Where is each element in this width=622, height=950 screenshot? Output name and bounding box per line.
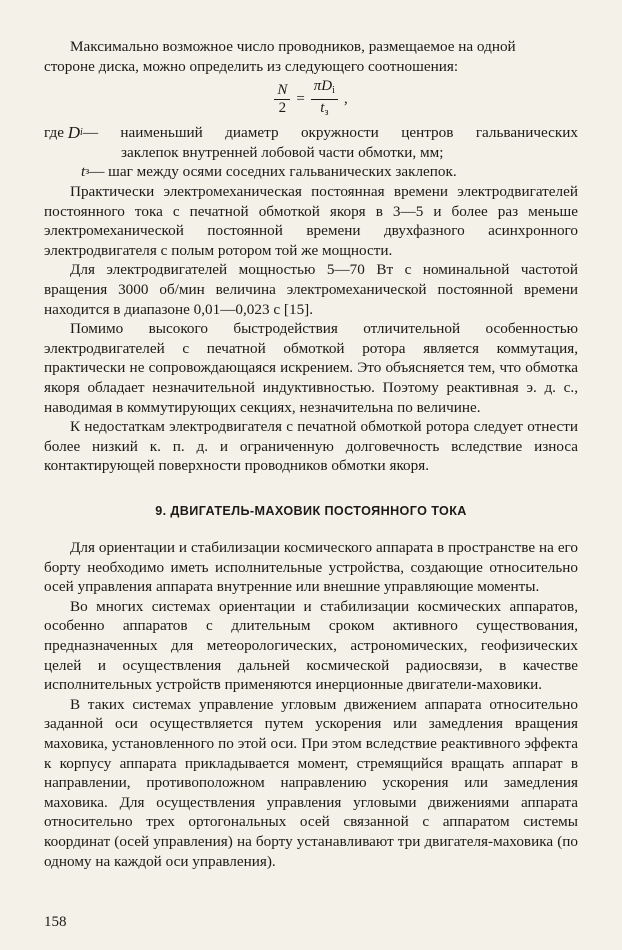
page-number: 158 (44, 914, 67, 930)
section-paragraph-3: В таких системах управление угловым движением аппарата относительно заданной оси осуществляется путем ускорения или замедления вращения маховика, установленного по этой оси. При этом вследствие реактивного эффекта к корпусу аппарата прикладывается момент, стремящийся вращать аппарат в направлении, противоположном направлению ускорения или замедления маховика. Для осуществления управления угловыми движениями аппарата относительно трех ортогональных осей связанной с аппаратом системы координат (осей управления) на борту устанавливают три двигателя-маховика (по одному на каждой оси управления). (44, 695, 578, 870)
formula-legend (44, 123, 578, 182)
formula-rhs: $\frac{\pi D_i}{t_з}$ (311, 78, 338, 121)
intro-text (44, 37, 578, 76)
legend-d-cont: заклепок внутренней лобовой части обмотки, мм; (121, 143, 444, 161)
section-paragraph-2: Во многих системах ориентации и стабилизации космических аппаратов, особенно аппаратов с длительным сроком активного существования, предназначенных для метеорологических, астрономических, геофизических целей и осуществления дальней космической радиосвязи, в качестве исполнительных устройств применяются инерционные двигатели-маховики. (44, 597, 578, 694)
paragraph-3: Помимо высокого быстродействия отличительной особенностью электродвигателей с печатной обмоткой ротора является коммутация, практически не сопровождающаяся искрением. Это объясняется тем, что обмотка якоря обладает незначительной индуктивностью. Поэтому реактивная э. д. с., наводимая в коммутирующих секциях, незначительна по величине. (44, 320, 578, 416)
formula-equals: = (296, 91, 305, 107)
formula: $\frac{N}{2}$ = $\frac{\pi D_i}{t_з}$ , (0, 78, 622, 121)
paragraph-2: Для электродвигателей мощностью 5—70 Вт с номинальной частотой вращения 3000 об/мин величина электромеханической постоянной времени находится в диапазоне 0,01—0,023 с [15]. (44, 261, 578, 318)
intro-line-1: Максимально возможное число проводников, размещаемое на одной (70, 38, 516, 55)
body-text-section (44, 538, 578, 871)
paragraph-4: К недостаткам электродвигателя с печатной обмоткой ротора следует отнести более низкий к. п. д. и ограниченную долговечность вследствие износа контактирующей поверхности проводников обмотки якоря. (44, 418, 578, 475)
formula-lhs: $\frac{N}{2}$ (274, 82, 290, 117)
section-paragraph-1: Для ориентации и стабилизации космического аппарата в пространстве на его борту необходимо иметь исполнительные устройства, создающие относительно осей управления аппарата внутренние или внешние управляющие моменты. (44, 539, 578, 596)
paragraph-1: Практически электромеханическая постоянная времени электродвигателей постоянного тока с печатной обмоткой якоря в 3—5 и более раз меньше электромеханической постоянной времени двухфазного асинхронного электродвигателя с полым ротором той же мощности. (44, 183, 578, 259)
body-text-top (44, 182, 578, 476)
legend-d: где D i — наименьший диаметр окружности центров гальванических (44, 123, 578, 142)
legend-t: t з — шаг между осями соседних гальванических заклепок. (81, 163, 457, 181)
section-heading: 9. ДВИГАТЕЛЬ-МАХОВИК ПОСТОЯННОГО ТОКА (155, 504, 467, 518)
intro-line-2: стороне диска, можно определить из следующего соотношения: (44, 57, 459, 75)
